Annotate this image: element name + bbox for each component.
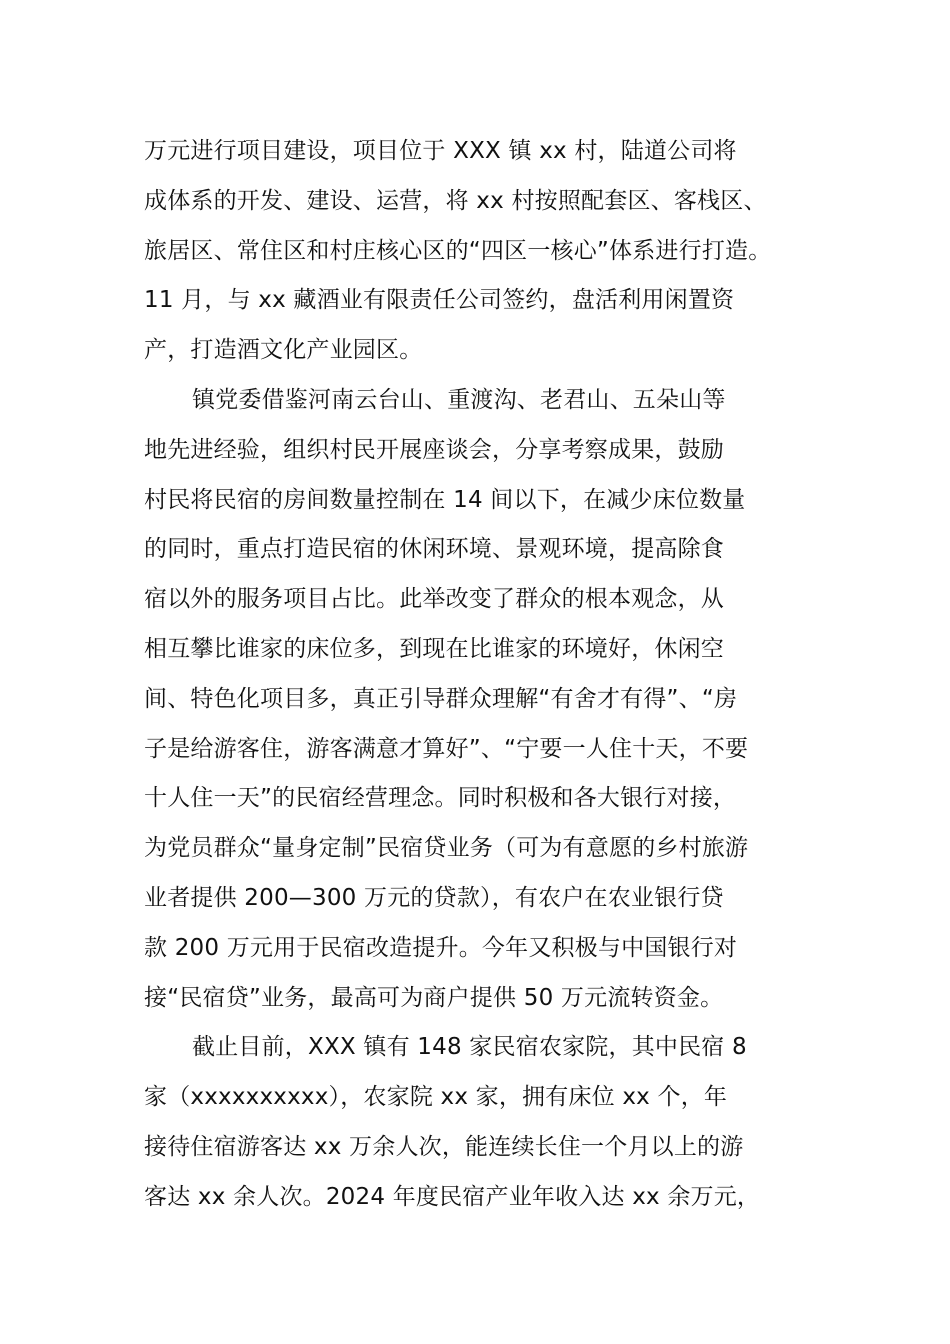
text-line: 子是给游客住，游客满意才算好”、“宁要一人住十天，不要 <box>144 735 749 762</box>
text-line: 宿以外的服务项目占比。此举改变了群众的根本观念，从 <box>144 586 724 613</box>
text-line: 为党员群众“量身定制”民宿贷业务（可为有意愿的乡村旅游 <box>144 835 749 862</box>
text-line: 成体系的开发、建设、运营，将 xx 村按照配套区、客栈区、 <box>144 187 767 214</box>
paragraph-first-line: 截止目前，XXX 镇有 148 家民宿农家院，其中民宿 8 <box>192 1034 747 1061</box>
body-text <box>144 127 834 1223</box>
text-line: 间、特色化项目多，真正引导群众理解“有舍才有得”、“房 <box>144 685 738 712</box>
paragraph-first-line: 镇党委借鉴河南云台山、重渡沟、老君山、五朵山等 <box>192 386 726 413</box>
text-line: 产，打造酒文化产业园区。 <box>144 337 423 364</box>
text-line: 11 月，与 xx 藏酒业有限责任公司签约，盘活利用闲置资 <box>144 287 735 314</box>
text-line: 业者提供 200—300 万元的贷款），有农户在农业银行贷 <box>144 884 724 911</box>
text-line: 客达 xx 余人次。2024 年度民宿产业年收入达 xx 余万元， <box>144 1183 761 1210</box>
text-line: 万元进行项目建设，项目位于 XXX 镇 xx 村，陆道公司将 <box>144 138 737 164</box>
text-line: 款 200 万元用于民宿改造提升。今年又积极与中国银行对 <box>144 934 738 961</box>
text-line: 相互攀比谁家的床位多，到现在比谁家的环境好，休闲空 <box>144 635 724 662</box>
text-line: 的同时，重点打造民宿的休闲环境、景观环境，提高除食 <box>144 536 724 563</box>
text-line: 旅居区、常住区和村庄核心区的“四区一核心”体系进行打造。 <box>144 237 772 264</box>
text-line: 地先进经验，组织村民开展座谈会，分享考察成果，鼓励 <box>144 436 724 463</box>
text-line: 家（xxxxxxxxxx），农家院 xx 家，拥有床位 xx 个，年 <box>144 1084 728 1111</box>
text-line: 村民将民宿的房间数量控制在 14 间以下，在减少床位数量 <box>144 486 746 513</box>
text-line: 接“民宿贷”业务，最高可为商户提供 50 万元流转资金。 <box>144 984 724 1011</box>
text-line: 十人住一天”的民宿经营理念。同时积极和各大银行对接， <box>144 785 737 812</box>
text-line: 接待住宿游客达 xx 万余人次，能连续长住一个月以上的游 <box>144 1133 744 1160</box>
